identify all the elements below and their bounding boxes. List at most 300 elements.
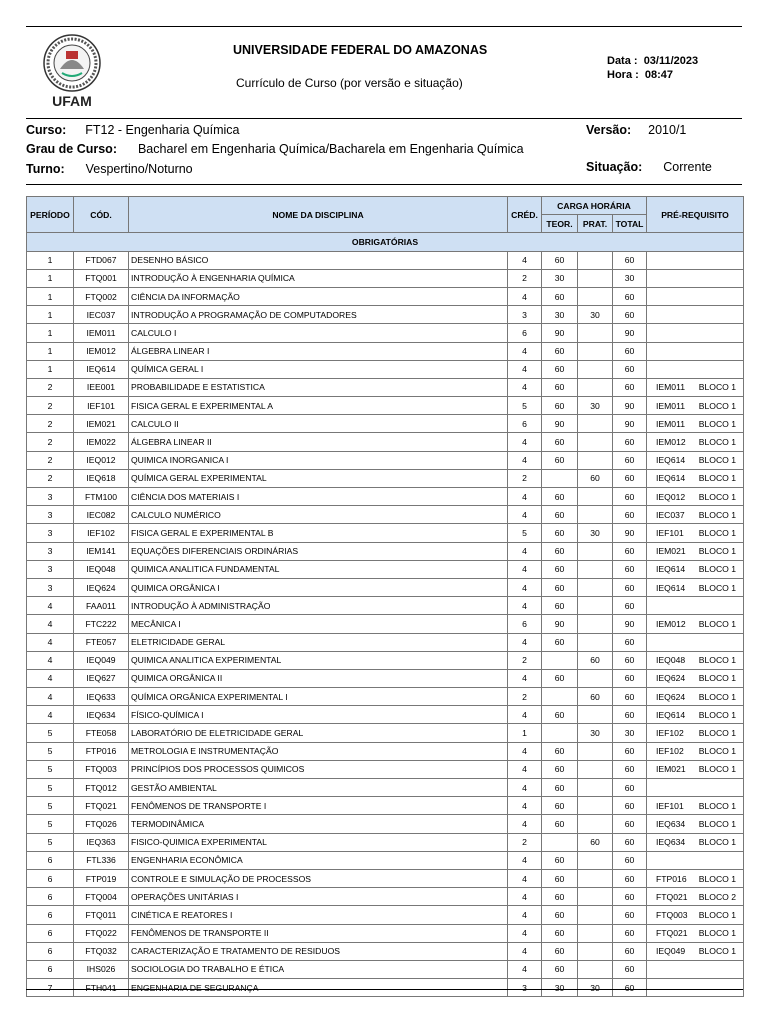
discipline-name-cell: ÁLGEBRA LINEAR I bbox=[129, 342, 508, 360]
prereq-code: IEC037 bbox=[656, 509, 685, 520]
table-row bbox=[27, 597, 744, 615]
code-cell: IEQ048 bbox=[74, 560, 129, 578]
periodo-cell: 2 bbox=[27, 451, 74, 469]
prereq-code: IEM011 bbox=[656, 382, 686, 393]
discipline-name-cell: QUÍMICA GERAL I bbox=[129, 360, 508, 378]
code-cell: FTQ021 bbox=[74, 797, 129, 815]
code-cell: IEQ614 bbox=[74, 360, 129, 378]
teor-cell: 60 bbox=[542, 397, 578, 415]
prat-cell bbox=[578, 287, 613, 305]
code-cell: FTP016 bbox=[74, 742, 129, 760]
total-cell: 90 bbox=[613, 397, 647, 415]
table-row bbox=[27, 542, 744, 560]
teor-cell: 60 bbox=[542, 542, 578, 560]
top-rule bbox=[26, 26, 742, 27]
col-nome: NOME DA DISCIPLINA bbox=[129, 197, 508, 233]
prereq-cell bbox=[647, 760, 744, 778]
code-cell: IEQ627 bbox=[74, 669, 129, 687]
table-row bbox=[27, 706, 744, 724]
teor-cell: 60 bbox=[542, 869, 578, 887]
discipline-name-cell: DESENHO BÁSICO bbox=[129, 251, 508, 269]
discipline-name-cell: FISICA GERAL E EXPERIMENTAL A bbox=[129, 397, 508, 415]
credits-cell: 6 bbox=[508, 615, 542, 633]
prereq-cell bbox=[647, 797, 744, 815]
code-cell: FTQ003 bbox=[74, 760, 129, 778]
teor-cell: 60 bbox=[542, 342, 578, 360]
total-cell: 60 bbox=[613, 888, 647, 906]
prereq-cell bbox=[647, 779, 744, 797]
periodo-cell: 2 bbox=[27, 397, 74, 415]
prat-cell: 60 bbox=[578, 651, 613, 669]
discipline-name-cell: INTRODUÇÃO À ADMINISTRAÇÃO bbox=[129, 597, 508, 615]
prereq-block: BLOCO 1 bbox=[698, 728, 737, 739]
curso-label: Curso: bbox=[26, 123, 67, 137]
periodo-cell: 4 bbox=[27, 633, 74, 651]
header-rule bbox=[26, 118, 742, 119]
prereq-cell bbox=[647, 633, 744, 651]
code-cell: FTL336 bbox=[74, 851, 129, 869]
credits-cell: 4 bbox=[508, 378, 542, 396]
teor-cell: 90 bbox=[542, 615, 578, 633]
discipline-name-cell: SOCIOLOGIA DO TRABALHO E ÉTICA bbox=[129, 960, 508, 978]
total-cell: 60 bbox=[613, 833, 647, 851]
total-cell: 60 bbox=[613, 287, 647, 305]
periodo-cell: 1 bbox=[27, 360, 74, 378]
credits-cell: 1 bbox=[508, 724, 542, 742]
credits-cell: 3 bbox=[508, 979, 542, 997]
code-cell: FTQ002 bbox=[74, 287, 129, 305]
prereq-cell bbox=[647, 342, 744, 360]
periodo-cell: 6 bbox=[27, 960, 74, 978]
table-row bbox=[27, 633, 744, 651]
prereq-code: IEM021 bbox=[656, 764, 686, 775]
date-value: 03/11/2023 bbox=[643, 55, 699, 67]
prat-cell bbox=[578, 560, 613, 578]
credits-cell: 4 bbox=[508, 488, 542, 506]
discipline-name-cell: ÁLGEBRA LINEAR II bbox=[129, 433, 508, 451]
prat-cell bbox=[578, 888, 613, 906]
credits-cell: 3 bbox=[508, 306, 542, 324]
prereq-block: BLOCO 1 bbox=[698, 582, 737, 593]
prereq-code: IEM011 bbox=[656, 418, 686, 429]
teor-cell: 30 bbox=[542, 306, 578, 324]
prereq-code: FTQ021 bbox=[656, 928, 688, 939]
table-row bbox=[27, 942, 744, 960]
prereq-cell bbox=[647, 979, 744, 997]
credits-cell: 4 bbox=[508, 706, 542, 724]
teor-cell: 60 bbox=[542, 597, 578, 615]
total-cell: 60 bbox=[613, 779, 647, 797]
code-cell: IEC037 bbox=[74, 306, 129, 324]
discipline-name-cell: FENÔMENOS DE TRANSPORTE II bbox=[129, 924, 508, 942]
prereq-code: IEQ048 bbox=[656, 655, 686, 666]
periodo-cell: 2 bbox=[27, 469, 74, 487]
total-cell: 60 bbox=[613, 797, 647, 815]
discipline-name-cell: FÍSICO-QUÍMICA I bbox=[129, 706, 508, 724]
discipline-name-cell: METROLOGIA E INSTRUMENTAÇÃO bbox=[129, 742, 508, 760]
discipline-name-cell: LABORATÓRIO DE ELETRICIDADE GERAL bbox=[129, 724, 508, 742]
prereq-block: BLOCO 1 bbox=[698, 564, 737, 575]
table-row bbox=[27, 251, 744, 269]
prat-cell bbox=[578, 924, 613, 942]
periodo-cell: 2 bbox=[27, 378, 74, 396]
discipline-name-cell: QUIMICA ORGÂNICA II bbox=[129, 669, 508, 687]
table-row bbox=[27, 397, 744, 415]
code-cell: IEQ049 bbox=[74, 651, 129, 669]
total-cell: 90 bbox=[613, 615, 647, 633]
table-row bbox=[27, 524, 744, 542]
code-cell: IEQ012 bbox=[74, 451, 129, 469]
teor-cell: 60 bbox=[542, 924, 578, 942]
versao-value: 2010/1 bbox=[648, 123, 687, 137]
code-cell: IEM011 bbox=[74, 324, 129, 342]
discipline-name-cell: CALCULO II bbox=[129, 415, 508, 433]
info-rule bbox=[26, 184, 742, 185]
prereq-cell bbox=[647, 706, 744, 724]
credits-cell: 2 bbox=[508, 833, 542, 851]
prat-cell bbox=[578, 960, 613, 978]
periodo-cell: 4 bbox=[27, 688, 74, 706]
prereq-block: BLOCO 1 bbox=[698, 655, 737, 666]
table-row bbox=[27, 378, 744, 396]
prereq-code: IEM011 bbox=[656, 400, 686, 411]
periodo-cell: 1 bbox=[27, 251, 74, 269]
prat-cell bbox=[578, 669, 613, 687]
credits-cell: 4 bbox=[508, 815, 542, 833]
code-cell: FTQ022 bbox=[74, 924, 129, 942]
teor-cell: 60 bbox=[542, 360, 578, 378]
prat-cell bbox=[578, 760, 613, 778]
periodo-cell: 1 bbox=[27, 287, 74, 305]
prereq-block: BLOCO 1 bbox=[698, 691, 737, 702]
code-cell: IEQ634 bbox=[74, 706, 129, 724]
discipline-name-cell: OPERAÇÕES UNITÁRIAS I bbox=[129, 888, 508, 906]
prat-cell bbox=[578, 615, 613, 633]
code-cell: FTE058 bbox=[74, 724, 129, 742]
discipline-name-cell: INTRODUÇÃO A PROGRAMAÇÃO DE COMPUTADORES bbox=[129, 306, 508, 324]
col-cred: CRÉD. bbox=[508, 197, 542, 233]
periodo-cell: 7 bbox=[27, 979, 74, 997]
prat-cell: 30 bbox=[578, 524, 613, 542]
prat-cell bbox=[578, 269, 613, 287]
prat-cell: 30 bbox=[578, 397, 613, 415]
total-cell: 60 bbox=[613, 815, 647, 833]
prereq-cell bbox=[647, 360, 744, 378]
table-row bbox=[27, 760, 744, 778]
prereq-code: FTQ021 bbox=[656, 891, 688, 902]
teor-cell: 60 bbox=[542, 251, 578, 269]
credits-cell: 4 bbox=[508, 888, 542, 906]
prereq-block: BLOCO 1 bbox=[698, 746, 737, 757]
periodo-cell: 1 bbox=[27, 306, 74, 324]
credits-cell: 4 bbox=[508, 342, 542, 360]
prereq-cell bbox=[647, 469, 744, 487]
prereq-code: IEQ624 bbox=[656, 691, 686, 702]
table-row bbox=[27, 724, 744, 742]
teor-cell: 60 bbox=[542, 633, 578, 651]
teor-cell: 60 bbox=[542, 669, 578, 687]
discipline-name-cell: ENGENHARIA DE SEGURANÇA bbox=[129, 979, 508, 997]
prereq-code: IEQ614 bbox=[656, 473, 686, 484]
credits-cell: 4 bbox=[508, 597, 542, 615]
total-cell: 60 bbox=[613, 688, 647, 706]
table-row bbox=[27, 433, 744, 451]
table-row bbox=[27, 560, 744, 578]
total-cell: 60 bbox=[613, 469, 647, 487]
periodo-cell: 3 bbox=[27, 560, 74, 578]
periodo-cell: 1 bbox=[27, 342, 74, 360]
total-cell: 60 bbox=[613, 360, 647, 378]
prat-cell bbox=[578, 815, 613, 833]
prereq-cell bbox=[647, 542, 744, 560]
report-subtitle: Currículo de Curso (por versão e situação) bbox=[236, 76, 463, 90]
code-cell: IEQ618 bbox=[74, 469, 129, 487]
prat-cell bbox=[578, 597, 613, 615]
situacao-line bbox=[586, 160, 712, 174]
credits-cell: 4 bbox=[508, 287, 542, 305]
total-cell: 60 bbox=[613, 869, 647, 887]
date-label: Data : bbox=[607, 55, 638, 67]
periodo-cell: 3 bbox=[27, 578, 74, 596]
discipline-name-cell: CONTROLE E SIMULAÇÃO DE PROCESSOS bbox=[129, 869, 508, 887]
versao-line bbox=[586, 123, 686, 137]
table-row bbox=[27, 815, 744, 833]
section-obrigatorias: OBRIGATÓRIAS bbox=[27, 233, 744, 251]
teor-cell: 60 bbox=[542, 451, 578, 469]
prereq-cell bbox=[647, 324, 744, 342]
time-label: Hora : bbox=[607, 69, 639, 81]
discipline-name-cell: CALCULO NUMÉRICO bbox=[129, 506, 508, 524]
time-value: 08:47 bbox=[644, 69, 674, 81]
prereq-cell bbox=[647, 869, 744, 887]
teor-cell: 30 bbox=[542, 979, 578, 997]
periodo-cell: 6 bbox=[27, 851, 74, 869]
prereq-block: BLOCO 1 bbox=[698, 873, 737, 884]
prereq-cell bbox=[647, 669, 744, 687]
discipline-name-cell: QUIMICA INORGANICA I bbox=[129, 451, 508, 469]
total-cell: 60 bbox=[613, 251, 647, 269]
situacao-label: Situação: bbox=[586, 160, 643, 174]
credits-cell: 4 bbox=[508, 360, 542, 378]
total-cell: 60 bbox=[613, 306, 647, 324]
total-cell: 60 bbox=[613, 706, 647, 724]
credits-cell: 4 bbox=[508, 560, 542, 578]
teor-cell: 60 bbox=[542, 488, 578, 506]
teor-cell bbox=[542, 651, 578, 669]
prereq-code: FTP016 bbox=[656, 873, 687, 884]
discipline-name-cell: GESTÃO AMBIENTAL bbox=[129, 779, 508, 797]
total-cell: 60 bbox=[613, 506, 647, 524]
periodo-cell: 6 bbox=[27, 924, 74, 942]
prereq-block: BLOCO 1 bbox=[698, 509, 737, 520]
prat-cell bbox=[578, 433, 613, 451]
periodo-cell: 5 bbox=[27, 760, 74, 778]
table-row bbox=[27, 360, 744, 378]
prat-cell: 30 bbox=[578, 724, 613, 742]
periodo-cell: 3 bbox=[27, 542, 74, 560]
turno-value: Vespertino/Noturno bbox=[85, 162, 193, 176]
prereq-code: IEQ634 bbox=[656, 837, 686, 848]
table-row bbox=[27, 415, 744, 433]
prereq-cell bbox=[647, 378, 744, 396]
credits-cell: 4 bbox=[508, 797, 542, 815]
discipline-name-cell: ENGENHARIA ECONÔMICA bbox=[129, 851, 508, 869]
prereq-cell bbox=[647, 688, 744, 706]
total-cell: 60 bbox=[613, 560, 647, 578]
prat-cell bbox=[578, 506, 613, 524]
prereq-cell bbox=[647, 269, 744, 287]
code-cell: FTM100 bbox=[74, 488, 129, 506]
code-cell: IEE001 bbox=[74, 378, 129, 396]
total-cell: 60 bbox=[613, 451, 647, 469]
table-row bbox=[27, 833, 744, 851]
prereq-block: BLOCO 2 bbox=[698, 891, 737, 902]
table-row bbox=[27, 960, 744, 978]
credits-cell: 4 bbox=[508, 779, 542, 797]
prereq-code: IEQ614 bbox=[656, 564, 686, 575]
teor-cell: 60 bbox=[542, 779, 578, 797]
credits-cell: 4 bbox=[508, 251, 542, 269]
prat-cell bbox=[578, 324, 613, 342]
table-row bbox=[27, 269, 744, 287]
prereq-cell bbox=[647, 488, 744, 506]
code-cell: FTP019 bbox=[74, 869, 129, 887]
logo-text: UFAM bbox=[52, 93, 92, 109]
periodo-cell: 5 bbox=[27, 724, 74, 742]
total-cell: 60 bbox=[613, 851, 647, 869]
prereq-cell bbox=[647, 651, 744, 669]
code-cell: FTE057 bbox=[74, 633, 129, 651]
col-cod: CÓD. bbox=[74, 197, 129, 233]
discipline-name-cell: CIÊNCIA DOS MATERIAIS I bbox=[129, 488, 508, 506]
prereq-cell bbox=[647, 251, 744, 269]
bottom-rule bbox=[26, 989, 743, 990]
discipline-name-cell: QUIMICA ANALITICA EXPERIMENTAL bbox=[129, 651, 508, 669]
code-cell: IEM022 bbox=[74, 433, 129, 451]
prereq-cell bbox=[647, 960, 744, 978]
total-cell: 60 bbox=[613, 633, 647, 651]
total-cell: 60 bbox=[613, 488, 647, 506]
ufam-seal-icon bbox=[40, 33, 104, 109]
prereq-cell bbox=[647, 906, 744, 924]
discipline-name-cell: QUÍMICA ORGÂNICA EXPERIMENTAL I bbox=[129, 688, 508, 706]
table-row bbox=[27, 651, 744, 669]
periodo-cell: 4 bbox=[27, 615, 74, 633]
teor-cell: 60 bbox=[542, 851, 578, 869]
periodo-cell: 3 bbox=[27, 524, 74, 542]
table-row bbox=[27, 615, 744, 633]
col-periodo: PERÍODO bbox=[27, 197, 74, 233]
code-cell: FTQ012 bbox=[74, 779, 129, 797]
prat-cell bbox=[578, 378, 613, 396]
teor-cell: 60 bbox=[542, 960, 578, 978]
periodo-cell: 4 bbox=[27, 706, 74, 724]
code-cell: IEM021 bbox=[74, 415, 129, 433]
prereq-block: BLOCO 1 bbox=[698, 527, 737, 538]
total-cell: 30 bbox=[613, 269, 647, 287]
prat-cell bbox=[578, 251, 613, 269]
periodo-cell: 3 bbox=[27, 506, 74, 524]
total-cell: 60 bbox=[613, 742, 647, 760]
discipline-name-cell: EQUAÇÕES DIFERENCIAIS ORDINÁRIAS bbox=[129, 542, 508, 560]
prereq-code: IEF101 bbox=[656, 527, 684, 538]
code-cell: FTQ001 bbox=[74, 269, 129, 287]
prat-cell bbox=[578, 451, 613, 469]
total-cell: 60 bbox=[613, 960, 647, 978]
total-cell: 60 bbox=[613, 906, 647, 924]
turno-line bbox=[26, 162, 193, 176]
prereq-block: BLOCO 1 bbox=[698, 709, 737, 720]
code-cell: IEM141 bbox=[74, 542, 129, 560]
credits-cell: 4 bbox=[508, 506, 542, 524]
prat-cell bbox=[578, 360, 613, 378]
prat-cell bbox=[578, 578, 613, 596]
teor-cell bbox=[542, 688, 578, 706]
teor-cell: 60 bbox=[542, 524, 578, 542]
total-cell: 60 bbox=[613, 669, 647, 687]
prereq-block: BLOCO 1 bbox=[698, 418, 737, 429]
table-row bbox=[27, 669, 744, 687]
teor-cell: 60 bbox=[542, 888, 578, 906]
periodo-cell: 5 bbox=[27, 815, 74, 833]
code-cell: IEQ633 bbox=[74, 688, 129, 706]
periodo-cell: 2 bbox=[27, 415, 74, 433]
teor-cell: 30 bbox=[542, 269, 578, 287]
col-prereq: PRÉ-REQUISITO bbox=[647, 197, 744, 233]
prereq-cell bbox=[647, 287, 744, 305]
periodo-cell: 4 bbox=[27, 651, 74, 669]
credits-cell: 4 bbox=[508, 924, 542, 942]
prereq-cell bbox=[647, 724, 744, 742]
curso-value: FT12 - Engenharia Química bbox=[85, 123, 240, 137]
teor-cell: 60 bbox=[542, 433, 578, 451]
periodo-cell: 5 bbox=[27, 797, 74, 815]
ufam-logo bbox=[40, 33, 104, 109]
prereq-cell bbox=[647, 578, 744, 596]
university-title: UNIVERSIDADE FEDERAL DO AMAZONAS bbox=[233, 43, 488, 57]
prereq-block: BLOCO 1 bbox=[698, 837, 737, 848]
teor-cell: 60 bbox=[542, 578, 578, 596]
prereq-cell bbox=[647, 851, 744, 869]
code-cell: IEQ363 bbox=[74, 833, 129, 851]
table-row bbox=[27, 287, 744, 305]
total-cell: 60 bbox=[613, 578, 647, 596]
periodo-cell: 6 bbox=[27, 942, 74, 960]
credits-cell: 4 bbox=[508, 760, 542, 778]
prereq-cell bbox=[647, 451, 744, 469]
col-prat: PRAT. bbox=[578, 215, 613, 233]
prereq-cell bbox=[647, 560, 744, 578]
code-cell: IEF102 bbox=[74, 524, 129, 542]
periodo-cell: 4 bbox=[27, 669, 74, 687]
teor-cell: 60 bbox=[542, 506, 578, 524]
credits-cell: 6 bbox=[508, 324, 542, 342]
prereq-block: BLOCO 1 bbox=[698, 673, 737, 684]
prereq-code: IEM012 bbox=[656, 618, 686, 629]
discipline-name-cell: PRINCÍPIOS DOS PROCESSOS QUIMICOS bbox=[129, 760, 508, 778]
prereq-block: BLOCO 1 bbox=[698, 800, 737, 811]
prat-cell bbox=[578, 942, 613, 960]
prereq-block: BLOCO 1 bbox=[698, 437, 737, 448]
prereq-cell bbox=[647, 506, 744, 524]
table-row bbox=[27, 488, 744, 506]
credits-cell: 5 bbox=[508, 524, 542, 542]
discipline-name-cell: FISICA GERAL E EXPERIMENTAL B bbox=[129, 524, 508, 542]
prereq-code: IEF102 bbox=[656, 746, 684, 757]
prereq-cell bbox=[647, 815, 744, 833]
prat-cell bbox=[578, 906, 613, 924]
teor-cell: 60 bbox=[542, 797, 578, 815]
